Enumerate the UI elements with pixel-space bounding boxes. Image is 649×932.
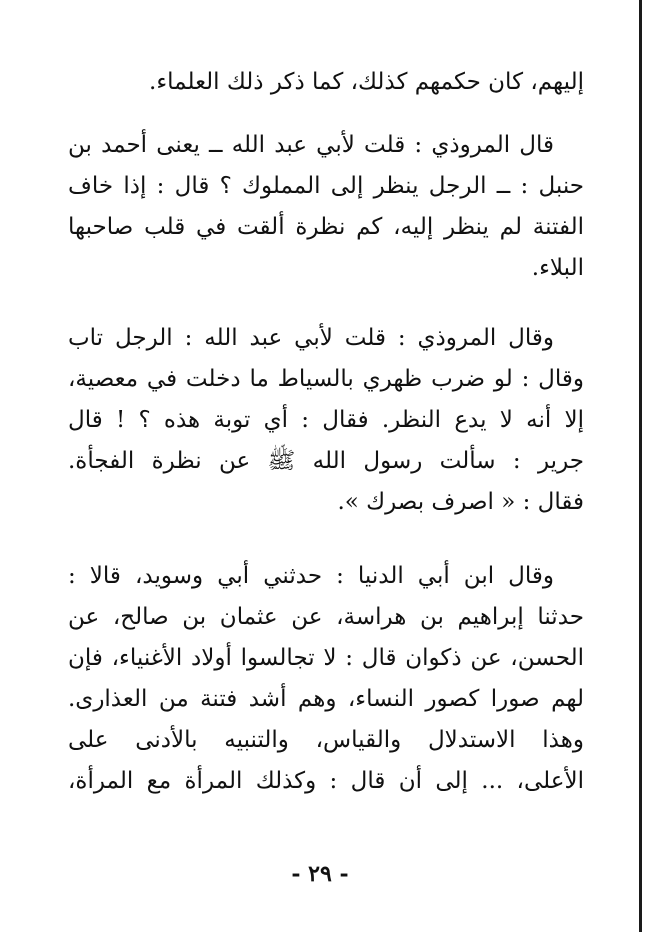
page-number: - ٢٩ -: [291, 861, 349, 887]
text-line: قال المروذي : قلت لأبي عبد الله ــ يعنى أحمد بن: [68, 132, 554, 158]
text-line: البلاء.: [531, 255, 584, 281]
text-line: جرير : سألت رسول الله ﷺ عن نظرة الفجأة.: [68, 448, 584, 474]
text-line: إليهم، كان حكمهم كذلك، كما ذكر ذلك العلماء.: [149, 69, 584, 95]
text-line: الحسن، عن ذكوان قال : لا تجالسوا أولاد الأغنياء، فإن: [68, 645, 584, 671]
text-line: لهم صورا كصور النساء، وهم أشد فتنة من العذارى.: [68, 686, 584, 712]
text-line: الفتنة لم ينظر إليه، كم نظرة ألقت في قلب صاحبها: [68, 214, 584, 240]
text-line: وقال ابن أبي الدنيا : حدثني أبي وسويد، قالا :: [68, 563, 554, 589]
text-line: الأعلى، ... إلى أن قال : وكذلك المرأة مع المرأة،: [68, 768, 584, 794]
paragraph-4: [68, 556, 584, 802]
text-line: حدثنا إبراهيم بن هراسة، عن عثمان بن صالح، عن: [68, 604, 584, 630]
text-line: وقال : لو ضرب ظهري بالسياط ما دخلت في معصية،: [68, 366, 584, 392]
paragraph-1: [68, 62, 584, 103]
text-line: وهذا الاستدلال والقياس، والتنبيه بالأدنى على: [68, 727, 584, 753]
paragraph-2: [68, 125, 584, 289]
text-line: فقال : « اصرف بصرك ».: [337, 489, 584, 515]
text-line: وقال المروذي : قلت لأبي عبد الله : الرجل تاب: [68, 325, 554, 351]
page-edge-line: [639, 0, 642, 932]
text-line: حنبل : ــ الرجل ينظر إلى المملوك ؟ قال : إذا خاف: [68, 173, 584, 199]
text-line: إلا أنه لا يدع النظر. فقال : أي توبة هذه ؟ ! قال: [68, 407, 584, 433]
paragraph-3: [68, 318, 584, 523]
